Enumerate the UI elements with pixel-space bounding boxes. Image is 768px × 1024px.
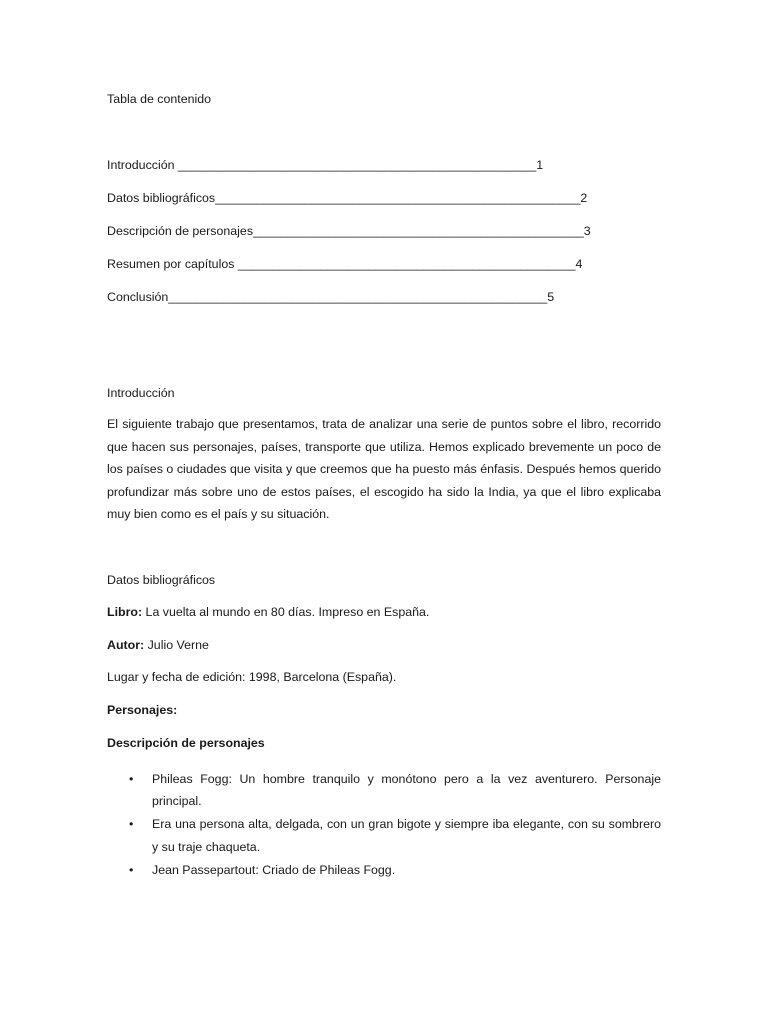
libro-value: La vuelta al mundo en 80 días. Impreso en España. [142, 605, 430, 619]
list-item [107, 768, 661, 813]
autor-label: Autor: [107, 638, 145, 652]
table-of-contents [107, 157, 591, 322]
personajes-heading: Personajes: [107, 703, 178, 717]
list-item-text: Phileas Fogg: Un hombre tranquilo y monótono pero a la vez aventurero. Personaje principal. [152, 772, 661, 809]
toc-entry-datos-bibliograficos: Datos bibliográficos_____________________________________________________2 [107, 191, 588, 205]
toc-title: Tabla de contenido [107, 92, 212, 106]
character-list [107, 768, 661, 882]
autor-value: Julio Verne [144, 638, 209, 652]
bullet-icon: • [129, 772, 134, 786]
list-item-text: Jean Passepartout: Criado de Phileas Fogg. [152, 862, 396, 877]
bullet-icon: • [129, 862, 134, 877]
libro-line [107, 605, 429, 619]
list-item [107, 859, 661, 881]
list-item-text: Era una persona alta, delgada, con un gran bigote y siempre iba elegante, con su sombrero y su traje chaqueta. [152, 817, 661, 854]
list-item [107, 813, 661, 858]
toc-entry-descripcion-personajes: Descripción de personajes________________________________________________3 [107, 224, 591, 238]
bullet-icon: • [129, 817, 134, 832]
toc-entry-conclusion: Conclusión_______________________________________________________5 [107, 290, 555, 304]
intro-heading: Introducción [107, 386, 175, 400]
lugar-fecha-line: Lugar y fecha de edición: 1998, Barcelona (España). [107, 670, 397, 684]
descripcion-personajes-heading: Descripción de personajes [107, 736, 265, 750]
intro-paragraph: El siguiente trabajo que presentamos, trata de analizar una serie de puntos sobre el libro, recorrido que hacen sus personajes, países, transporte que utiliza. Hemos explicado brevemente un poco de los países o ciudades que visita y que creemos que ha puesto más énfasis. Después hemos querido profundizar más sobre uno de estos países, el escogido ha sido la India, ya que el libro explicaba muy bien como es el país y su situación. [107, 417, 661, 522]
biblio-heading: Datos bibliográficos [107, 573, 216, 587]
toc-entry-introduccion: Introducción ____________________________________________________1 [107, 158, 544, 172]
toc-entry-resumen: Resumen por capítulos _________________________________________________4 [107, 257, 583, 271]
libro-label: Libro: [107, 605, 143, 619]
autor-line [107, 638, 209, 652]
